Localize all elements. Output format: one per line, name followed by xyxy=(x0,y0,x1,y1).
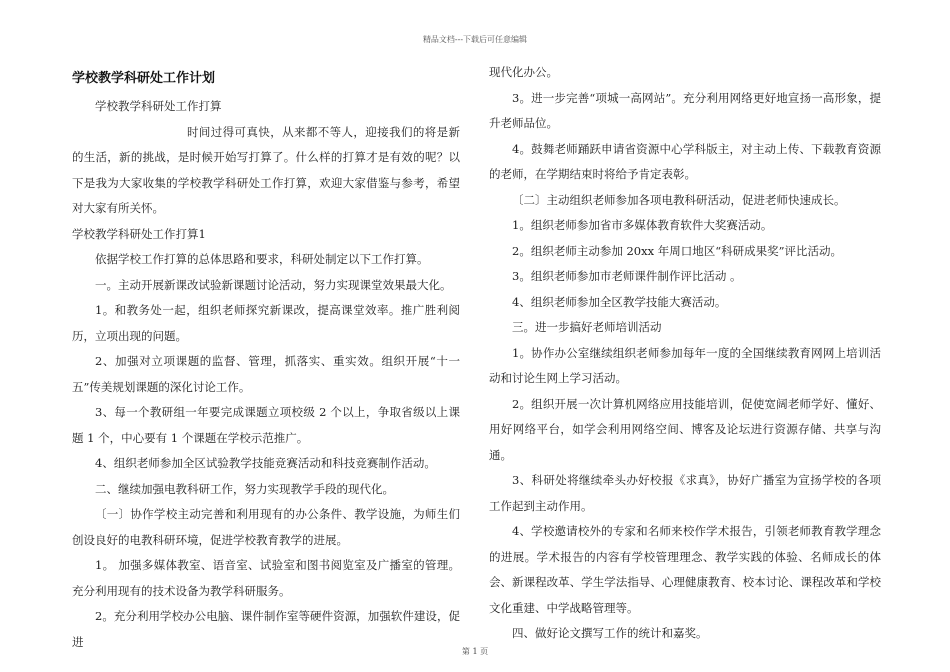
body-paragraph: 1。协作办公室继续组织老师参加每年一度的全国继续教育网网上培训活动和讨论生网上学习活动。 xyxy=(489,345,881,385)
body-paragraph: 4、组织老师参加全区教学技能大赛活动。 xyxy=(512,294,727,309)
page-number: 第 1 页 xyxy=(461,647,489,656)
body-paragraph: 现代化办公。 xyxy=(489,65,558,79)
body-paragraph: 三。进一步搞好老师培训活动 xyxy=(512,320,662,334)
body-paragraph: 3。组织老师参加市老师课件制作评比活动 。 xyxy=(512,269,742,283)
body-paragraph: 4、组织老师参加全区试验教学技能竞赛活动和科技竞赛制作活动。 xyxy=(95,456,436,470)
body-paragraph: 依据学校工作打算的总体思路和要求，科研处制定以下工作打算。 xyxy=(95,252,429,266)
body-paragraph: 时间过得可真快，从来都不等人，迎接我们的将是新的生活，新的挑战，是时候开始写打算了。什么样的打算才是有效的呢？以下是我为大家收集的学校教学科研处工作打算，欢迎大家借鉴与参考，希望对大家有所关怀。 xyxy=(72,124,460,215)
body-paragraph: 3、科研处将继续牵头办好校报《求真》，协好广播室为宣扬学校的各项工作起到主动作用。 xyxy=(489,473,881,513)
body-paragraph: 3。进一步完善“项城一高网站”。充分利用网络更好地宣扬一高形象，提升老师品位。 xyxy=(489,90,881,130)
body-paragraph: 2、加强对立项课题的监督、管理，抓落实、重实效。组织开展“十一五”传美规划课题的深化讨论工作。 xyxy=(72,354,460,394)
document-title: 学校教学科研处工作计划 xyxy=(72,71,216,86)
body-paragraph: 3、每一个教研组一年要完成课题立项校级 2 个以上，争取省级以上课题 1 个，中心要有 1 个课题在学校示范推广。 xyxy=(72,405,460,445)
right-column-body xyxy=(489,60,881,647)
body-paragraph: 2。充分利用学校办公电脑、课件制作室等硬件资源，加强软件建设，促进 xyxy=(72,609,460,649)
body-paragraph: 2。组织老师主动参加 20xx 年周口地区“科研成果奖”评比活动。 xyxy=(512,243,842,258)
body-paragraph: 一。主动开展新课改试验新课题讨论活动，努力实现课堂效果最大化。 xyxy=(95,277,452,292)
body-paragraph: 学校教学科研处工作打算 xyxy=(95,99,222,113)
body-paragraph: 4。鼓舞老师踊跃申请省资源中心学科版主，对主动上传、下载教育资源的老师，在学期结束时将给予肯定表彰。 xyxy=(489,141,881,181)
right-column xyxy=(489,60,881,647)
body-paragraph: 2。组织开展一次计算机网络应用技能培训，促使宽阔老师学好、懂好、用好网络平台，如学会利用网络空间、博客及论坛进行资源存储、共享与沟通。 xyxy=(489,396,881,462)
body-paragraph: 〔二〕主动组织老师参加各项电教科研活动，促进老师快速成长。 xyxy=(512,192,846,207)
left-column-body xyxy=(72,94,460,655)
left-column xyxy=(72,60,460,655)
body-paragraph: 四、做好论文撰写工作的统计和嘉奖。 xyxy=(512,626,708,640)
body-paragraph: 学校教学科研处工作打算1 xyxy=(72,226,206,241)
page-header: 精品文档---下载后可任意编辑 xyxy=(422,35,528,44)
body-paragraph: 〔一〕协作学校主动完善和利用现有的办公条件、教学设施，为师生们创设良好的电教科研环境，促进学校教育教学的进展。 xyxy=(72,507,460,547)
body-paragraph: 1。 加强多媒体教室、语音室、试验室和图书阅览室及广播室的管理。充分利用现有的技术设备为教学科研服务。 xyxy=(72,558,460,598)
body-paragraph: 1。组织老师参加省市多媒体教育软件大奖赛活动。 xyxy=(512,218,773,232)
body-paragraph: 4、学校邀请校外的专家和名师来校作学术报告，引领老师教育教学理念的进展。学术报告的内容有学校管理理念、教学实践的体验、名师成长的体会、新课程改革、学生学法指导、心理健康教育、校本讨论、课程改革和学校文化重建、中学战略管理等。 xyxy=(489,524,881,615)
body-paragraph: 二、继续加强电教科研工作，努力实现教学手段的现代化。 xyxy=(95,481,394,496)
body-paragraph: 1。和教务处一起，组织老师探究新课改，提高课堂效率。推广胜利阅历，立项出现的问题。 xyxy=(72,303,460,343)
